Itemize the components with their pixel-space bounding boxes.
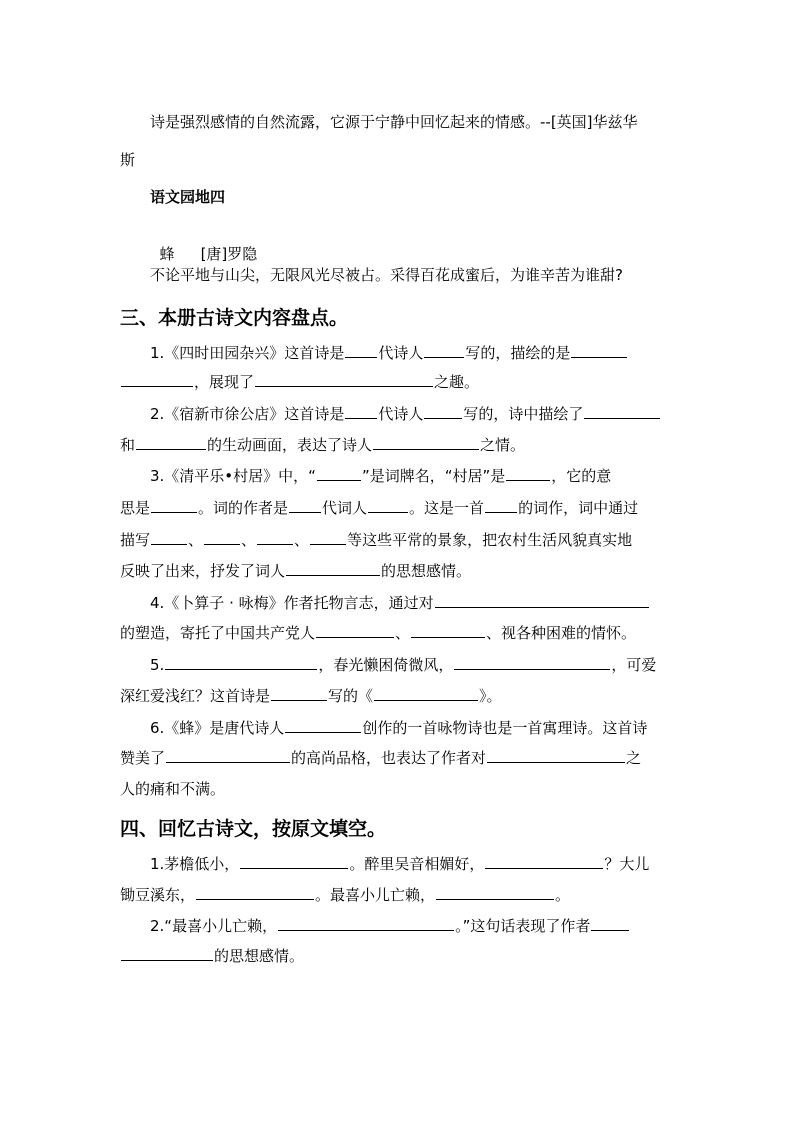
blank[interactable] xyxy=(571,343,627,358)
blank[interactable] xyxy=(255,372,433,387)
s3-q5-line1: 5. ，春光懒困倚微风， ，可爱 xyxy=(150,656,657,674)
poem-author: [唐]罗隐 xyxy=(200,245,258,263)
blank[interactable] xyxy=(316,623,394,638)
blank[interactable] xyxy=(204,530,240,545)
blank[interactable] xyxy=(584,404,660,419)
blank[interactable] xyxy=(591,916,629,931)
blank[interactable] xyxy=(196,885,314,900)
blank[interactable] xyxy=(271,686,327,701)
quote-line-2: 斯 xyxy=(120,151,136,169)
blank[interactable] xyxy=(487,748,625,763)
blank[interactable] xyxy=(165,655,317,670)
blank[interactable] xyxy=(286,561,380,576)
s3-q6-line3: 人的痛和不满。 xyxy=(120,780,226,798)
blank[interactable] xyxy=(345,343,377,358)
s3-q3-line4: 反映了出来，抒发了词人 的思想感情。 xyxy=(120,562,472,580)
blank[interactable] xyxy=(485,854,603,869)
blank[interactable] xyxy=(285,718,361,733)
s3-q4-line1: 4.《卜算子 · 咏梅》作者托物言志，通过对 xyxy=(150,593,650,613)
blank[interactable] xyxy=(166,748,290,763)
s3-q3-line2: 思是 。词的作者是 代词人 。这是一首 的词作，词中通过 xyxy=(120,499,639,517)
blank[interactable] xyxy=(485,498,517,513)
poem-header xyxy=(150,224,257,264)
blank[interactable] xyxy=(151,498,197,513)
blank[interactable] xyxy=(345,404,377,419)
garden-title: 语文园地四 xyxy=(150,188,226,206)
blank[interactable] xyxy=(240,854,348,869)
blank[interactable] xyxy=(454,655,610,670)
s4-q2-line1: 2.“最喜小儿亡赖， 。”这句话表现了作者 xyxy=(150,916,630,936)
s3-q2-line1: 2.《宿新市徐公店》这首诗是 代诗人 写的，诗中描绘了 xyxy=(150,404,661,424)
s4-q1-line2: 锄豆溪东， 。最喜小儿亡赖， 。 xyxy=(120,886,571,904)
blank[interactable] xyxy=(436,885,554,900)
blank[interactable] xyxy=(368,498,408,513)
s3-q1-line2: ，展现了 之趣。 xyxy=(120,372,479,392)
blank[interactable] xyxy=(317,466,361,481)
s3-q6-line1: 6.《蜂》是唐代诗人 创作的一首咏物诗也是一首寓理诗。这首诗 xyxy=(150,719,648,737)
blank[interactable] xyxy=(506,466,550,481)
poem-title: 蜂 xyxy=(159,245,175,263)
s3-q2-line2: 和 的生动画面，表达了诗人 之情。 xyxy=(120,436,526,454)
blank[interactable] xyxy=(278,916,454,931)
poem-text: 不论平地与山尖，无限风光尽被占。采得百花成蜜后，为谁辛苦为谁甜? xyxy=(150,266,623,284)
s3-q4-line2: 的塑造，寄托了中国共产党人 、 、视各种困难的情怀。 xyxy=(120,624,637,642)
s3-q1-line1: 1.《四时田园杂兴》这首诗是 代诗人 写的，描绘的是 xyxy=(150,343,628,363)
blank[interactable] xyxy=(121,372,193,387)
s3-q3-line1: 3.《清平乐•村居》中，“ ”是词牌名，“村居”是 ，它的意 xyxy=(150,467,612,485)
section-3-heading: 三、本册古诗文内容盘点。 xyxy=(120,307,349,329)
section-4-heading: 四、回忆古诗文，按原文填空。 xyxy=(120,818,387,840)
blank[interactable] xyxy=(374,686,478,701)
blank[interactable] xyxy=(435,593,649,608)
blank[interactable] xyxy=(289,498,321,513)
blank[interactable] xyxy=(121,946,213,961)
s3-q3-line3: 描写 、 、 、 等这些平常的景象，把农村生活风貌真实地 xyxy=(120,531,633,549)
s3-q6-line2: 赞美了 的高尚品格，也表达了作者对 之 xyxy=(120,749,642,767)
blank[interactable] xyxy=(151,530,187,545)
blank[interactable] xyxy=(411,623,485,638)
s4-q2-line2: 的思想感情。 xyxy=(120,946,304,966)
blank[interactable] xyxy=(310,530,346,545)
quote-line-1: 诗是强烈感情的自然流露，它源于宁静中回忆起来的情感。--[英国]华兹华 xyxy=(150,113,638,131)
blank[interactable] xyxy=(257,530,293,545)
blank[interactable] xyxy=(424,404,462,419)
blank[interactable] xyxy=(424,343,464,358)
blank[interactable] xyxy=(373,435,479,450)
s4-q1-line1: 1.茅檐低小， 。醉里吴音相媚好， ？大儿 xyxy=(150,855,650,873)
blank[interactable] xyxy=(136,435,206,450)
s3-q5-line2: 深红爱浅红？这首诗是 写的《 》。 xyxy=(120,687,502,705)
